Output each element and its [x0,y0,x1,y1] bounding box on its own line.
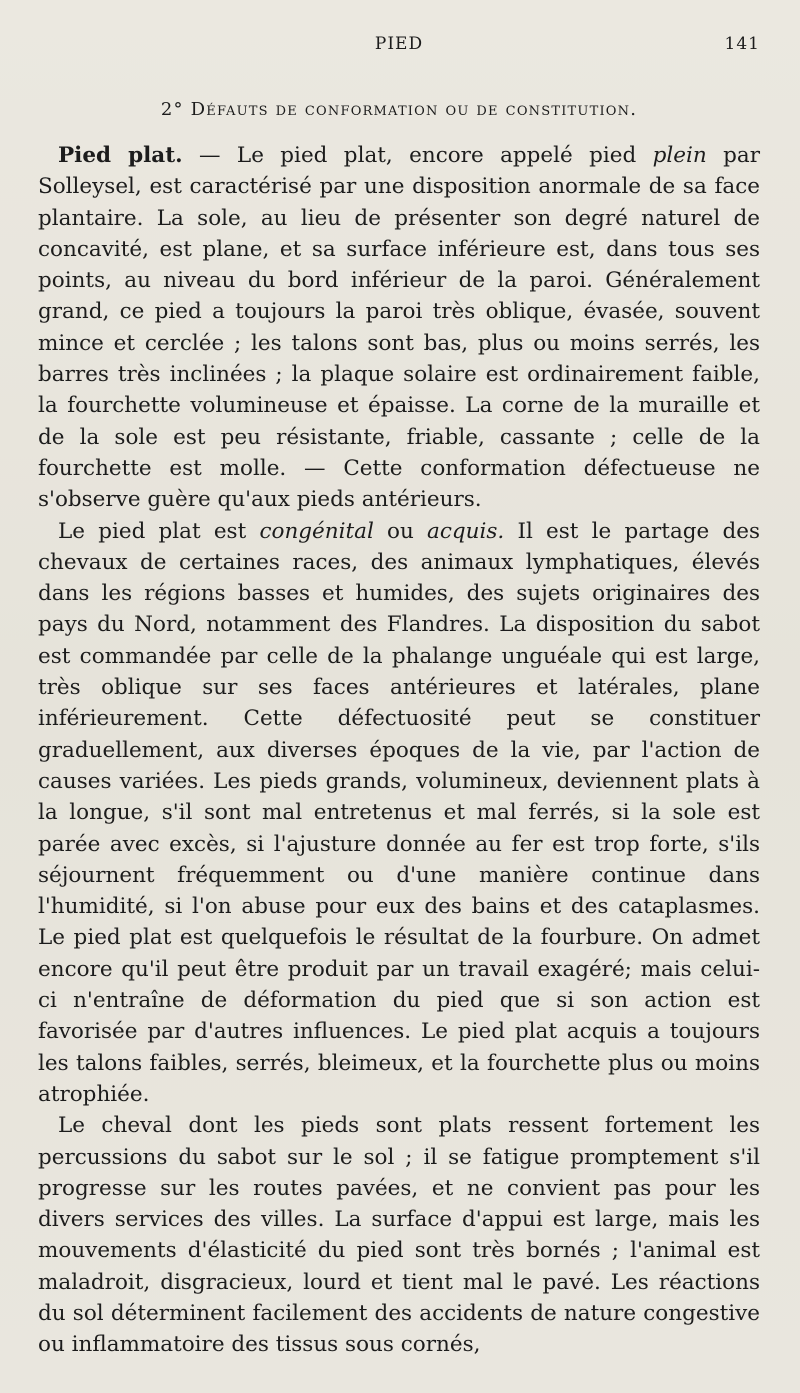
body-text [38,140,760,1361]
paragraph-origines [38,516,760,1111]
paragraph-pied-plat [38,140,760,516]
running-title: PIED [374,34,424,54]
italic-term: congénital [259,518,374,544]
section-heading: 2° Défauts de conformation ou de constitution. [160,99,638,120]
paragraph-lead: Pied plat. [58,143,183,168]
paragraph-consequences [38,1110,760,1360]
text-run: Le pied plat est [58,518,260,544]
text-run: Il est le partage des chevaux de certaines races, des animaux lymphatiques, élevés dans les régions basses et humides, des sujets originaires des pays du Nord, notamment des Flandres. La disposition du sabot est commandée par celle de la phalange unguéale qui est large, très oblique sur ses faces antérieures et latérales, plane inférieurement. Cette défectuosité peut se constituer graduellement, aux diverses époques de la vie, par l'action de causes variées. Les pieds grands, volumineux, deviennent plats à la longue, s'il sont mal entretenus et mal ferrés, si la sole est parée avec excès, si l'ajusture donnée au fer est trop forte, s'ils séjournent fréquemment ou d'une manière continue dans l'humidité, si l'on abuse pour eux des bains et des cataplasmes. Le pied plat est quelquefois le résultat de la fourbure. On admet encore qu'il peut être produit par un travail exagéré; mais celui-ci n'entraîne de déformation du pied que si son action est favorisée par d'autres influences. Le pied plat acquis a toujours les talons faibles, serrés, bleimeux, et la fourchette plus ou moins atrophiée. [38,518,760,1107]
text-run: Le cheval dont les pieds sont plats ressent fortement les percussions du sabot sur le sol ; il se fatigue promptement s'il progresse sur les routes pavées, et ne convient pas pour les divers services des villes. La surface d'appui est large, mais les mouvements d'élasticité du pied sont très bornés ; l'animal est maladroit, disgracieux, lourd et tient mal le pavé. Les réactions du sol déterminent facilement des accidents de nature congestive ou inflammatoire des tissus sous cornés, [38,1113,760,1358]
text-run: — Le pied plat, encore appelé pied [182,143,653,168]
page-number: 141 [724,34,760,54]
italic-term: acquis. [427,518,505,544]
running-head [38,30,760,70]
text-run: par Solleysel, est caractérisé par une disposition anormale de sa face plantaire. La sole, au lieu de présenter son degré naturel de concavité, est plane, et sa surface inférieure est, dans tous ses points, au niveau du bord inférieur de la paroi. Généralement grand, ce pied a toujours la paroi très oblique, évasée, souvent mince et cerclée ; les talons sont bas, plus ou moins serrés, les barres très inclinées ; la plaque solaire est ordinairement faible, la fourchette volumineuse et épaisse. La corne de la muraille et de la sole est peu résistante, friable, cassante ; celle de la fourchette est molle. — Cette conformation défectueuse ne s'observe guère qu'aux pieds antérieurs. [38,143,760,513]
italic-term: plein [652,143,707,168]
text-run: ou [373,518,428,544]
